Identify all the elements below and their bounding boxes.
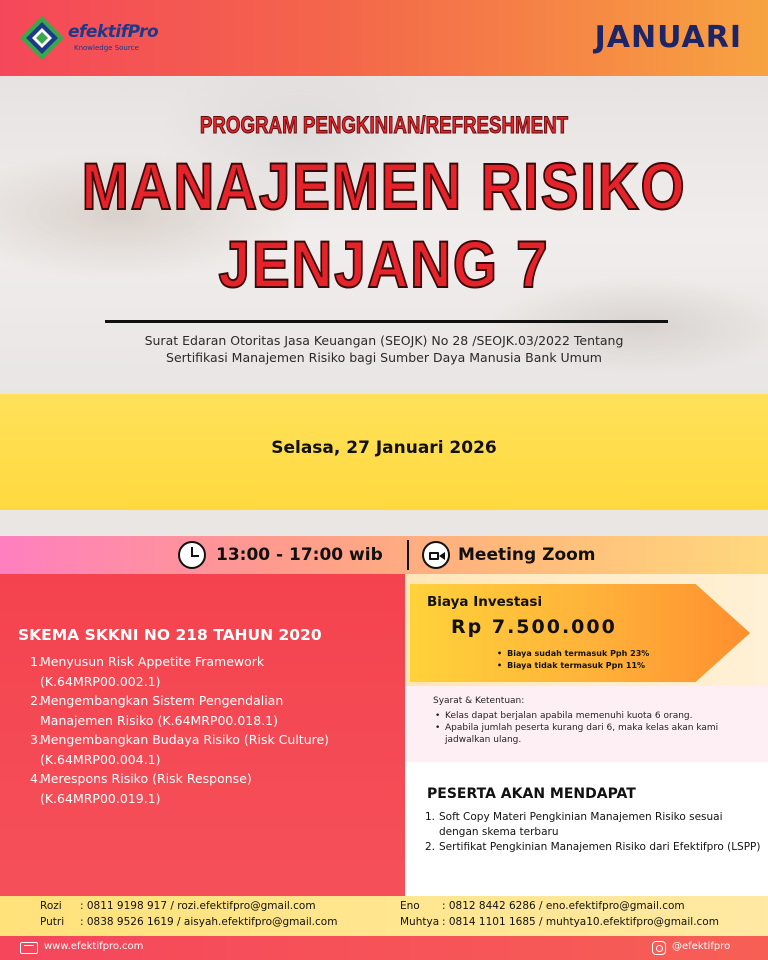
brand-logo[interactable] — [18, 14, 168, 62]
skema-item-text: Merespons Risiko (Risk Response) (K.64MRP00.019.1) — [40, 771, 252, 806]
logo-tagline: Knowledge Source — [74, 44, 139, 52]
instagram-icon — [652, 941, 666, 955]
price-note: • Biaya sudah termasuk Pph 23% — [497, 648, 649, 660]
program-subtitle: PROGRAM PENGKINIAN/REFRESHMENT — [199, 112, 569, 139]
date-band — [0, 394, 768, 510]
web-icon — [20, 942, 38, 954]
skema-item-text: Mengembangkan Sistem Pengendalian Manajemen Risiko (K.64MRP00.018.1) — [40, 693, 284, 728]
details-panel — [405, 574, 768, 896]
contact-entry[interactable]: Rozi : 0811 9198 917 / rozi.efektifpro@gmail.com — [40, 900, 316, 912]
skema-item-number: 2. — [30, 693, 42, 708]
regulation-text — [0, 332, 768, 366]
venue-block — [422, 540, 596, 570]
event-time: 13:00 - 17:00 wib — [216, 545, 383, 565]
event-date: Selasa, 27 Januari 2026 — [271, 438, 497, 458]
skema-item — [30, 769, 402, 808]
contact-entry[interactable]: Putri : 0838 9526 1619 / aisyah.efektifpro@gmail.com — [40, 916, 338, 928]
schedule-divider — [407, 540, 409, 570]
skema-panel — [0, 574, 405, 896]
contacts-band — [0, 896, 768, 936]
title-line-1: MANAJEMEN RISIKO — [81, 149, 687, 223]
terms-list — [435, 710, 765, 746]
month-label: JANUARI — [594, 20, 742, 55]
skema-item-text: Mengembangkan Budaya Risiko (Risk Culture) (K.64MRP00.004.1) — [40, 732, 330, 767]
time-block — [178, 540, 383, 570]
instagram-handle[interactable]: @efektifpro — [672, 941, 731, 952]
skema-title: SKEMA SKKNI NO 218 TAHUN 2020 — [18, 626, 322, 644]
skema-item — [30, 691, 402, 730]
price-notes — [497, 648, 649, 672]
skema-item-text: Menyusun Risk Appetite Framework (K.64MRP00.002.1) — [40, 654, 265, 689]
price-note: • Biaya tidak termasuk Ppn 11% — [497, 660, 649, 672]
event-venue: Meeting Zoom — [458, 545, 596, 565]
terms-item: • Kelas dapat berjalan apabila memenuhi kuota 6 orang. — [435, 711, 693, 721]
title-line-2: JENJANG 7 — [218, 227, 550, 301]
terms-item: • Apabila jumlah peserta kurang dari 6, maka kelas akan kami jadwalkan ulang. — [435, 723, 719, 745]
title-divider — [105, 320, 668, 323]
skema-list — [30, 652, 402, 808]
skema-item-number: 3. — [30, 732, 42, 747]
video-camera-icon — [422, 541, 450, 569]
skema-item — [30, 730, 402, 769]
regulation-line-1: Surat Edaran Otoritas Jasa Keuangan (SEOJK) No 28 /SEOJK.03/2022 Tentang — [144, 333, 624, 348]
price-label: Biaya Investasi — [427, 594, 543, 610]
benefits-list — [425, 810, 763, 855]
header-band — [0, 0, 768, 76]
clock-icon — [178, 541, 206, 569]
terms-title: Syarat & Ketentuan: — [433, 696, 525, 706]
logo-mark-icon — [18, 14, 66, 62]
spacer-band — [0, 510, 768, 536]
schedule-band — [0, 536, 768, 574]
skema-item-number: 1. — [30, 654, 42, 669]
benefits-title: PESERTA AKAN MENDAPAT — [427, 786, 636, 802]
price-value: Rp 7.500.000 — [451, 616, 617, 638]
hero-section — [0, 76, 768, 394]
contact-entry[interactable]: Eno : 0812 8442 6286 / eno.efektifpro@gmail.com — [400, 900, 685, 912]
website-link[interactable]: www.efektifpro.com — [44, 941, 144, 952]
skema-item — [30, 652, 402, 691]
benefit-item: 2. Sertifikat Pengkinian Manajemen Risiko dari Efektifpro (LSPP) — [425, 841, 761, 853]
contact-entry[interactable]: Muhtya : 0814 1101 1685 / muhtya10.efektifpro@gmail.com — [400, 916, 719, 928]
benefit-item: 1. Soft Copy Materi Pengkinian Manajemen Risiko sesuai dengan skema terbaru — [425, 811, 723, 838]
logo-wordmark: efektifPro — [68, 22, 159, 42]
regulation-line-2: Sertifikasi Manajemen Risiko bagi Sumber Daya Manusia Bank Umum — [166, 350, 602, 365]
skema-item-number: 4. — [30, 771, 42, 786]
footer-band — [0, 936, 768, 960]
